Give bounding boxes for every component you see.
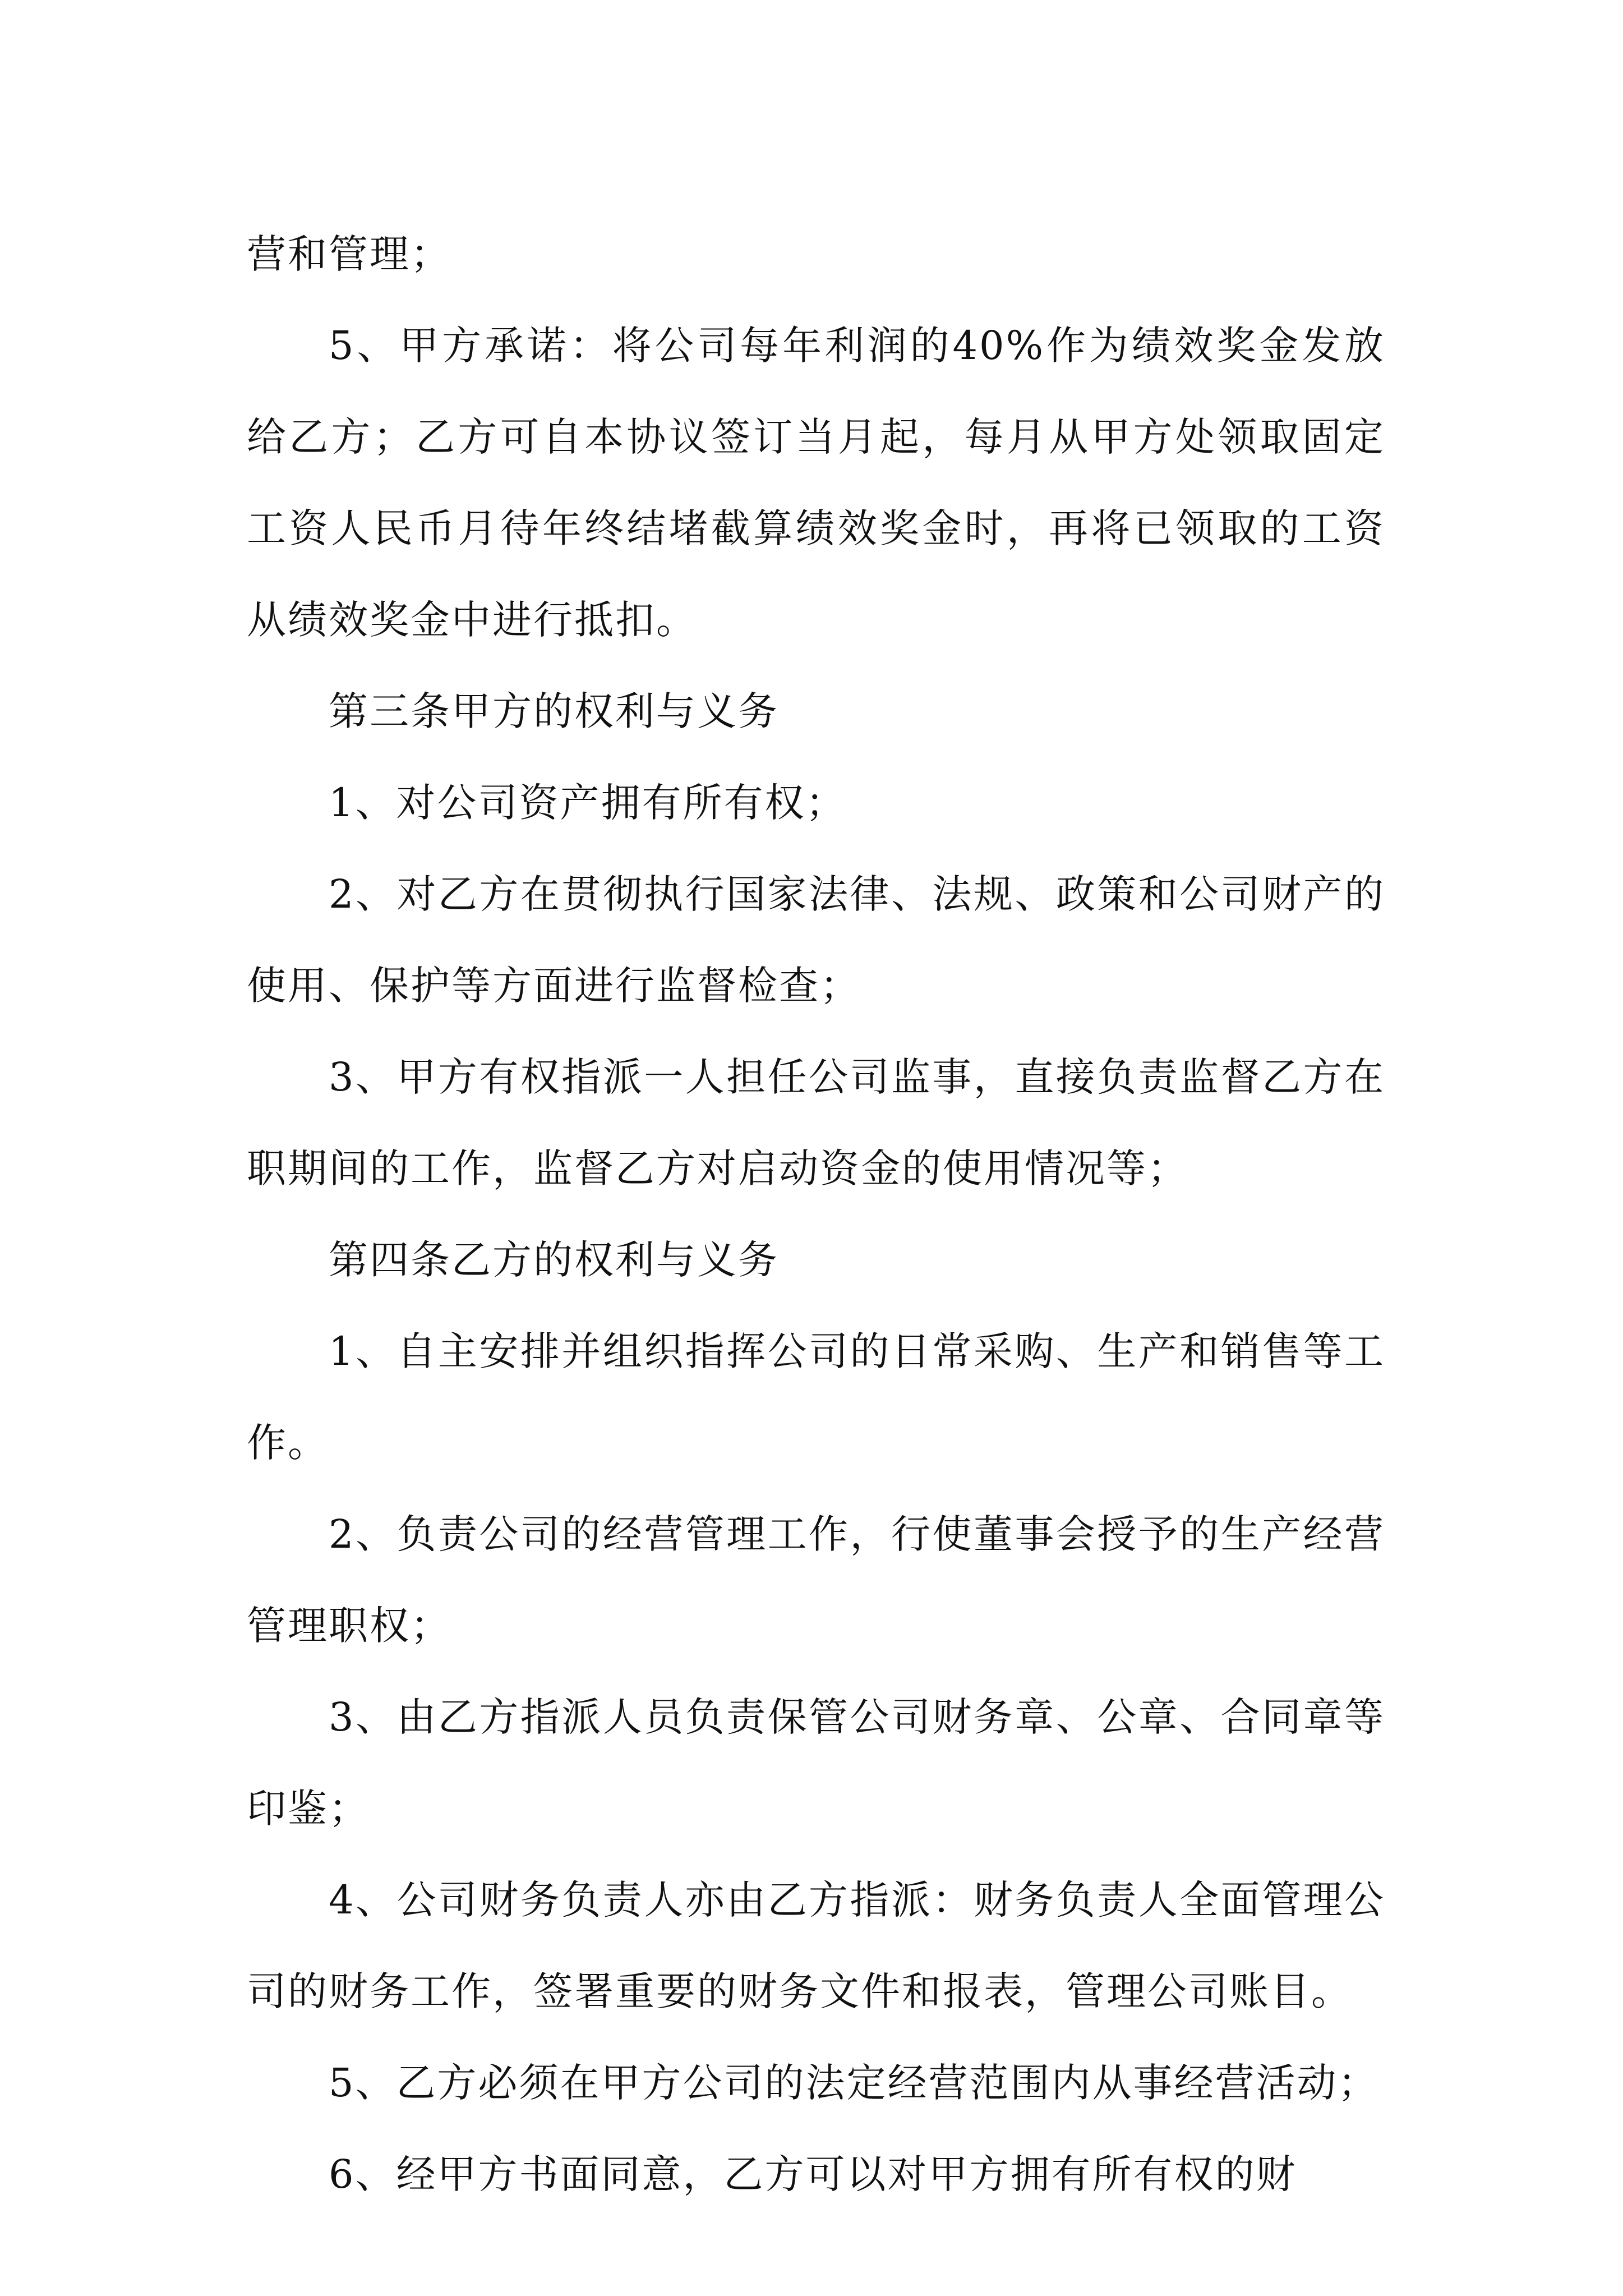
paragraph-clause-4-1: 1、自主安排并组织指挥公司的日常采购、生产和销售等工作。 — [247, 1328, 1385, 1466]
paragraph-clause-4-2: 2、负责公司的经营管理工作，行使董事会授予的生产经营管理职权； — [247, 1511, 1385, 1649]
paragraph-continuation: 营和管理； — [247, 231, 451, 277]
paragraph-clause-3-2: 2、对乙方在贯彻执行国家法律、法规、政策和公司财产的使用、保护等方面进行监督检查； — [247, 871, 1385, 1009]
paragraph-clause-2-5: 5、甲方承诺：将公司每年利润的40%作为绩效奖金发放给乙方；乙方可自本协议签订当月起，每月从甲方处领取固定工资人民币月待年终结堵截算绩效奖金时，再将已领取的工资从绩效奖金中进行抵扣。 — [247, 323, 1385, 643]
section-heading-article-4: 第四条乙方的权利与义务 — [329, 1237, 779, 1283]
document-body — [247, 209, 1385, 2220]
paragraph-clause-4-3: 3、由乙方指派人员负责保管公司财务章、公章、合同章等印鉴； — [247, 1694, 1385, 1832]
section-heading-article-3: 第三条甲方的权利与义务 — [329, 688, 779, 734]
paragraph-clause-4-6: 6、经甲方书面同意，乙方可以对甲方拥有所有权的财 — [329, 2151, 1297, 2197]
paragraph-clause-3-3: 3、甲方有权指派一人担任公司监事，直接负责监督乙方在职期间的工作，监督乙方对启动资金的使用情况等； — [247, 1054, 1385, 1191]
paragraph-clause-4-5: 5、乙方必须在甲方公司的法定经营范围内从事经营活动； — [329, 2060, 1379, 2106]
paragraph-clause-4-4: 4、公司财务负责人亦由乙方指派：财务负责人全面管理公司的财务工作，签署重要的财务文件和报表，管理公司账目。 — [247, 1877, 1385, 2014]
paragraph-clause-3-1: 1、对公司资产拥有所有权； — [329, 780, 847, 826]
